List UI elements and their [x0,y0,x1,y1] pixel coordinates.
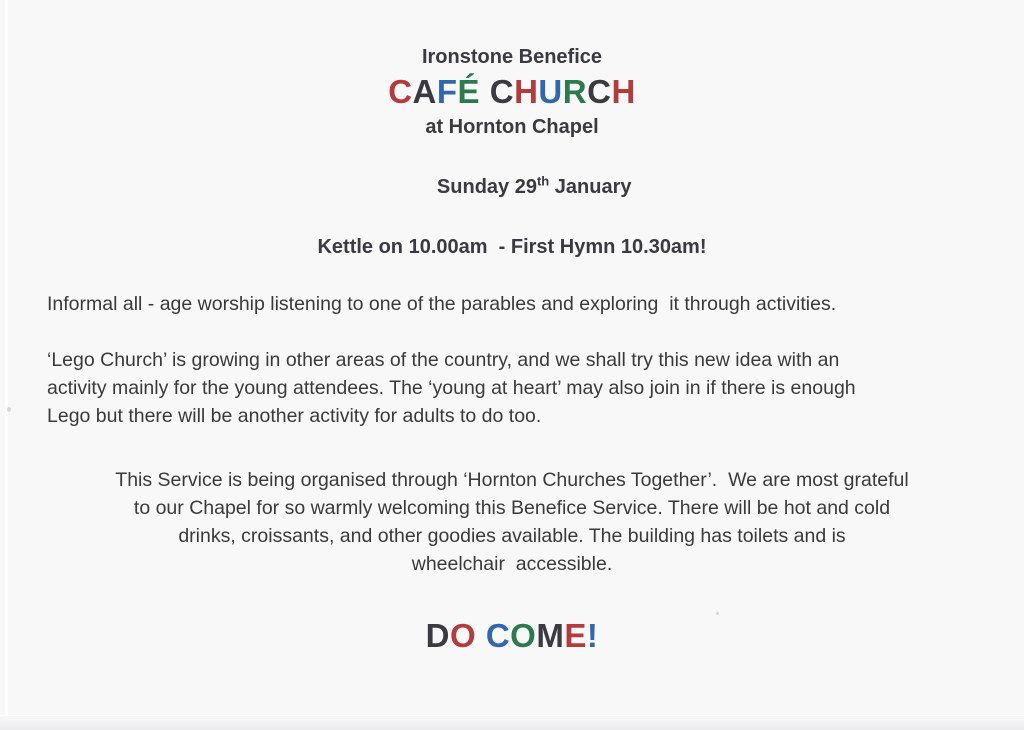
colored-letter: F [436,73,458,110]
paragraph-line: This Service is being organised through ‘Hornton Churches Together’. We are most grateful [115,469,909,491]
date-line [0,142,1024,232]
colored-letter: C [587,73,612,110]
do-come-text [0,616,1024,656]
scan-speck [716,612,719,615]
paragraph-line: ‘Lego Church’ is growing in other areas of the country, and we shall try this new idea with an [47,349,840,371]
paragraph-line: Lego but there will be another activity for adults to do too. [47,405,542,427]
colored-letter: C [489,73,515,110]
cafe-church-title [0,72,1024,112]
service-info-paragraph [30,466,994,578]
colored-letter: C [485,617,511,654]
scan-edge-shadow [0,715,1024,730]
colored-letter: A [412,73,437,110]
paragraph-line: to our Chapel for so warmly welcoming this Benefice Service. There will be hot and cold [133,497,891,519]
paragraph-line: drinks, croissants, and other goodies available. The building has toilets and is [178,525,846,547]
colored-letter: R [562,73,588,110]
colored-letter [476,617,486,654]
colored-letter: C [388,73,413,110]
location-line: at Hornton Chapel [425,116,599,138]
flyer-header [0,42,1024,262]
colored-letter: O [449,617,477,654]
colored-letter: M [536,617,565,654]
flyer-footer [0,616,1024,656]
flyer-body [0,290,1024,578]
colored-letter: É [457,73,481,110]
date-suffix: January [549,176,632,198]
paragraph-line: activity mainly for the young attendees. The ‘young at heart’ may also join in if there is enough [47,377,856,399]
paragraph-line: wheelchair accessible. [411,553,613,575]
benefice-name: Ironstone Benefice [421,46,603,68]
date-prefix: Sunday 29 [436,176,537,198]
time-line: Kettle on 10.00am - First Hymn 10.30am! [317,236,707,258]
colored-letter: O [510,617,537,654]
colored-letter: D [425,617,450,654]
colored-letter: H [514,73,539,110]
colored-letter: E [564,617,587,654]
scan-speck [7,407,11,412]
intro-paragraph: Informal all - age worship listening to one of the parables and exploring it through activities. [47,293,837,315]
lego-church-paragraph [47,346,977,430]
date-ordinal: th [536,173,550,189]
colored-letter: U [538,73,563,110]
colored-letter [480,73,490,110]
colored-letter: H [611,73,636,110]
colored-letter: ! [586,617,599,654]
